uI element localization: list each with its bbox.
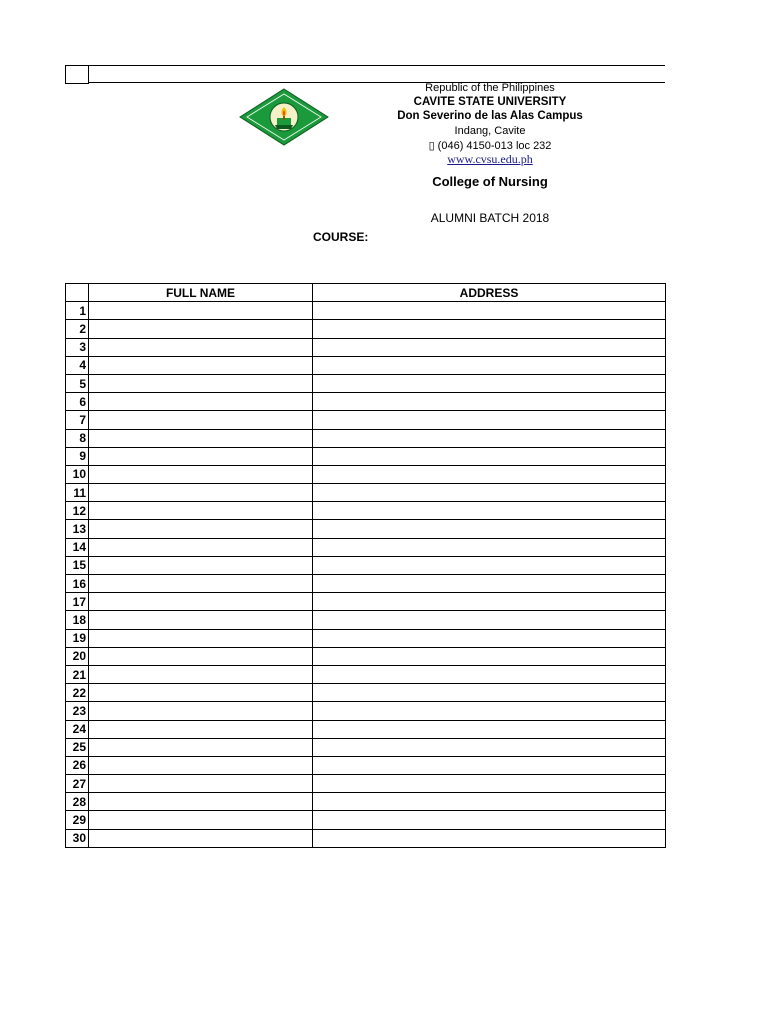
address-cell[interactable] — [313, 393, 666, 411]
table-row — [66, 756, 666, 774]
full-name-cell[interactable] — [89, 320, 313, 338]
table-row — [66, 720, 666, 738]
address-cell[interactable] — [313, 720, 666, 738]
row-number: 22 — [66, 684, 89, 702]
table-row — [66, 793, 666, 811]
table-row — [66, 702, 666, 720]
row-number: 10 — [66, 465, 89, 483]
row-number: 6 — [66, 393, 89, 411]
full-name-cell[interactable] — [89, 665, 313, 683]
table-row — [66, 356, 666, 374]
row-number: 19 — [66, 629, 89, 647]
row-number: 27 — [66, 775, 89, 793]
address-cell[interactable] — [313, 756, 666, 774]
address-cell[interactable] — [313, 684, 666, 702]
row-number: 4 — [66, 356, 89, 374]
top-border-line — [88, 65, 665, 66]
table-row — [66, 502, 666, 520]
address-cell[interactable] — [313, 593, 666, 611]
table-row — [66, 647, 666, 665]
address-cell[interactable] — [313, 575, 666, 593]
address-cell[interactable] — [313, 793, 666, 811]
row-number: 25 — [66, 738, 89, 756]
address-cell[interactable] — [313, 611, 666, 629]
table-row — [66, 829, 666, 847]
full-name-cell[interactable] — [89, 629, 313, 647]
batch-title: ALUMNI BATCH 2018 — [430, 211, 550, 225]
table-row — [66, 465, 666, 483]
table-header-row — [66, 284, 666, 302]
full-name-cell[interactable] — [89, 465, 313, 483]
full-name-cell[interactable] — [89, 575, 313, 593]
full-name-cell[interactable] — [89, 738, 313, 756]
row-number: 23 — [66, 702, 89, 720]
address-cell[interactable] — [313, 647, 666, 665]
address-cell[interactable] — [313, 411, 666, 429]
table-row — [66, 575, 666, 593]
address-cell[interactable] — [313, 665, 666, 683]
top-empty-cell — [65, 65, 89, 84]
column-header-number — [66, 284, 89, 302]
university-seal-icon — [239, 88, 329, 146]
address-cell[interactable] — [313, 374, 666, 392]
alumni-table — [65, 283, 666, 848]
course-label: COURSE: — [313, 230, 369, 244]
full-name-cell[interactable] — [89, 775, 313, 793]
column-header-full-name: FULL NAME — [89, 284, 313, 302]
address-cell[interactable] — [313, 484, 666, 502]
full-name-cell[interactable] — [89, 556, 313, 574]
address-cell[interactable] — [313, 465, 666, 483]
full-name-cell[interactable] — [89, 538, 313, 556]
table-row — [66, 302, 666, 320]
full-name-cell[interactable] — [89, 393, 313, 411]
row-number: 28 — [66, 793, 89, 811]
table-row — [66, 556, 666, 574]
address-cell[interactable] — [313, 629, 666, 647]
address-cell[interactable] — [313, 738, 666, 756]
address-cell[interactable] — [313, 338, 666, 356]
full-name-cell[interactable] — [89, 356, 313, 374]
address-cell[interactable] — [313, 556, 666, 574]
row-number: 16 — [66, 575, 89, 593]
full-name-cell[interactable] — [89, 793, 313, 811]
row-number: 29 — [66, 811, 89, 829]
row-number: 7 — [66, 411, 89, 429]
row-number: 8 — [66, 429, 89, 447]
address-cell[interactable] — [313, 702, 666, 720]
republic-text: Republic of the Philippines — [425, 82, 555, 94]
address-cell[interactable] — [313, 447, 666, 465]
column-header-address: ADDRESS — [313, 284, 666, 302]
table-row — [66, 520, 666, 538]
address-cell[interactable] — [313, 538, 666, 556]
address-cell[interactable] — [313, 356, 666, 374]
full-name-cell[interactable] — [89, 447, 313, 465]
full-name-cell[interactable] — [89, 429, 313, 447]
full-name-cell[interactable] — [89, 702, 313, 720]
full-name-cell[interactable] — [89, 684, 313, 702]
row-number: 15 — [66, 556, 89, 574]
table-row — [66, 629, 666, 647]
address-cell[interactable] — [313, 775, 666, 793]
table-row — [66, 611, 666, 629]
town-text: Indang, Cavite — [454, 125, 526, 137]
campus-name: Don Severino de las Alas Campus — [397, 110, 583, 122]
row-number: 21 — [66, 665, 89, 683]
table-row — [66, 811, 666, 829]
address-cell[interactable] — [313, 811, 666, 829]
full-name-cell[interactable] — [89, 338, 313, 356]
address-cell[interactable] — [313, 520, 666, 538]
university-name: CAVITE STATE UNIVERSITY — [413, 96, 567, 108]
table-row — [66, 393, 666, 411]
top-cell-row — [65, 65, 665, 83]
full-name-cell[interactable] — [89, 593, 313, 611]
address-cell[interactable] — [313, 429, 666, 447]
row-number: 14 — [66, 538, 89, 556]
row-number: 20 — [66, 647, 89, 665]
address-cell[interactable] — [313, 829, 666, 847]
address-cell[interactable] — [313, 302, 666, 320]
row-number: 17 — [66, 593, 89, 611]
full-name-cell[interactable] — [89, 502, 313, 520]
row-number: 12 — [66, 502, 89, 520]
full-name-cell[interactable] — [89, 411, 313, 429]
row-number: 30 — [66, 829, 89, 847]
row-number: 5 — [66, 374, 89, 392]
full-name-cell[interactable] — [89, 720, 313, 738]
address-cell[interactable] — [313, 502, 666, 520]
row-number: 2 — [66, 320, 89, 338]
row-number: 24 — [66, 720, 89, 738]
table-row — [66, 320, 666, 338]
table-row — [66, 684, 666, 702]
full-name-cell[interactable] — [89, 647, 313, 665]
table-row — [66, 447, 666, 465]
row-number: 11 — [66, 484, 89, 502]
table-row — [66, 665, 666, 683]
table-row — [66, 338, 666, 356]
college-title: College of Nursing — [432, 174, 548, 189]
website-link[interactable]: www.cvsu.edu.ph — [447, 152, 533, 166]
full-name-cell[interactable] — [89, 484, 313, 502]
table-row — [66, 411, 666, 429]
phone-text: ▯ (046) 4150-013 loc 232 — [428, 140, 552, 152]
address-cell[interactable] — [313, 320, 666, 338]
table-row — [66, 484, 666, 502]
full-name-cell[interactable] — [89, 756, 313, 774]
table-row — [66, 538, 666, 556]
row-number: 18 — [66, 611, 89, 629]
table-row — [66, 738, 666, 756]
row-number: 13 — [66, 520, 89, 538]
row-number: 9 — [66, 447, 89, 465]
row-number: 3 — [66, 338, 89, 356]
full-name-cell[interactable] — [89, 811, 313, 829]
full-name-cell[interactable] — [89, 302, 313, 320]
table-row — [66, 429, 666, 447]
row-number: 1 — [66, 302, 89, 320]
row-number: 26 — [66, 756, 89, 774]
table-row — [66, 374, 666, 392]
full-name-cell[interactable] — [89, 520, 313, 538]
full-name-cell[interactable] — [89, 611, 313, 629]
table-row — [66, 775, 666, 793]
table-row — [66, 593, 666, 611]
full-name-cell[interactable] — [89, 374, 313, 392]
full-name-cell[interactable] — [89, 829, 313, 847]
